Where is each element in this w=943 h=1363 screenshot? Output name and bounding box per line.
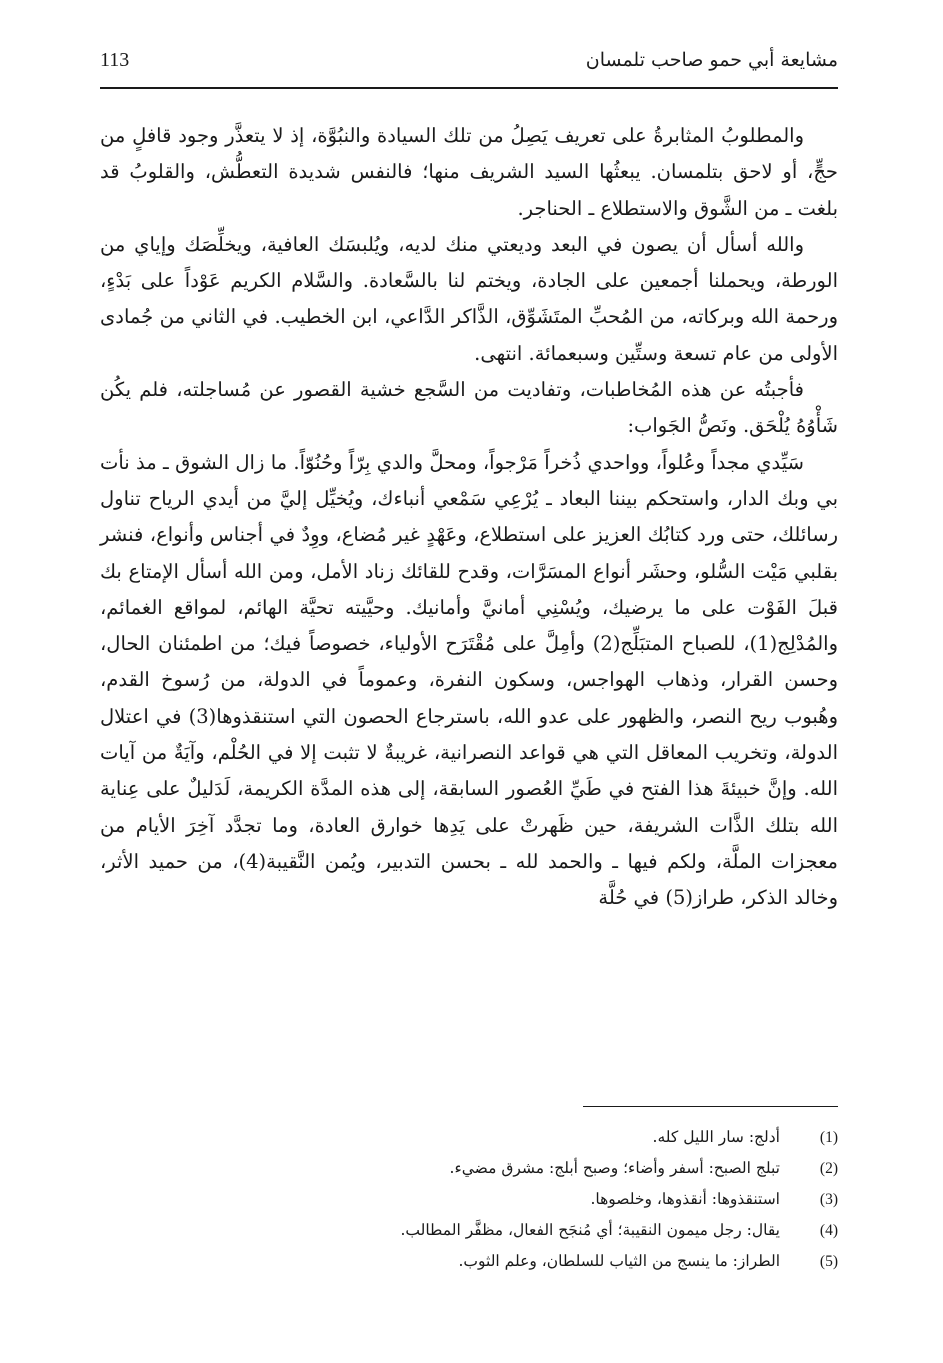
footnotes: [100, 1122, 838, 1277]
footnote-number: (3): [819, 1191, 838, 1208]
page-header: [100, 40, 838, 80]
footnote-item: [100, 1215, 838, 1246]
footnote-text: أدلج: سار الليل كله.: [652, 1128, 780, 1146]
header-divider: [100, 87, 838, 89]
footnote-item: [100, 1122, 838, 1153]
footnote-text: استنقذوها: أنقذوها، وخلصوها.: [590, 1190, 780, 1208]
paragraph: والله أسأل أن يصون في البعد وديعتي منك لديه، ويُلبسَك العافية، ويخلِّصَك وإياي من الورطة، ويحملنا أجمعين على الجادة، ويختم لنا بالسَّعادة. والسَّلام الكريم عَوْداً على بَدْءٍ، ورحمة الله وبركاته، من المُحبِّ المتَشَوِّق، الذَّاكر الدَّاعي، ابن الخطيب. في الثاني من جُمادى الأولى من عام تسعة وستِّين وسبعمائة. انتهى.: [100, 232, 838, 365]
footnote-number: (2): [819, 1160, 838, 1177]
footnote-text: تبلج الصبح: أسفر وأضاء؛ وصبح أبلج: مشرق مضيء.: [449, 1159, 780, 1177]
footnote-text: يقال: رجل ميمون النقيبة؛ أي مُنجَح الفعال، مظفَّر المطالب.: [400, 1221, 780, 1239]
paragraph: فأجبتُه عن هذه المُخاطبات، وتفاديت من السَّجع خشية القصور عن مُساجلته، فلم يكُن شَأْوُهُ يُلْحَق. ونَصُّ الجَواب:: [100, 378, 838, 438]
running-title: مشايعة أبي حمو صاحب تلمسان: [585, 49, 838, 71]
paragraph: والمطلوبُ المثابرةُ على تعريف يَصِلُ من تلك السيادة والنبُوَّة، إذ لا يتعذَّر وجود قافلٍ من حجٍّ، أو لاحق بتلمسان. يبعثُها السيد الشريف منها؛ فالنفس شديدة التعطُّش، والقلوبُ قد بلغت ـ من الشَّوق والاستطلاع ـ الحناجر.: [100, 124, 838, 220]
footnote-item: [100, 1184, 838, 1215]
page-number: 113: [100, 48, 130, 71]
main-text: [100, 118, 838, 917]
paragraph: سَيِّدي مجداً وعُلواً، وواحدي ذُخراً مَرْجواً، ومحلَّ والدي بِرّاً وحُنُوّاً. ما زال الشوق ـ مذ نأت بي وبك الدار، واستحكم بيننا البعاد ـ يُرْعِي سَمْعي أنباءك، ويُخيِّل إليَّ من أيدي الرياح تناول رسائلك، حتى ورد كتابُك العزيز على استطلاع، وعَهْدٍ غير مُضاع، ووِدٌ في أجناس وأنواع، فنشر بقلبي مَيْت السُّلو، وحشَر أنواع المسَرَّات، وقدح للقائك زناد الأمل، ومن الله أسأل الإمتاع بك قبلَ الفَوْت على ما يرضيك، ويُسْنِي أمانيَّ وأمانيك. وحيَّيته تحيَّة الهائم، لمواقع الغمائم، والمُدْلِج(1)، للصباح المتبَلِّج(2) وأمِلَّ على مُقْتَرَح الأولياء، خصوصاً فيك؛ من اطمئنان الحال، وحسن القرار، وذهاب الهواجس، وسكون النفرة، وعموماً في الدولة، من رُسوخ القدم، وهُبوب ريح النصر، والظهور على عدو الله، باسترجاع الحصون التي استنقذوها(3) في اعتلال الدولة، وتخريب المعاقل التي هي قواعد النصرانية، غريبةٌ لا تثبت إلا في الحُلْم، وآيَةٌ من آيات الله. وإنَّ خبيئةَ هذا الفتح في طَيِّ العُصور السابقة، إلى هذه المدَّة الكريمة، لَدَليلٌ على عِناية الله بتلك الذَّات الشريفة، حين ظَهرتْ على يَدِها خوارق العادة، وما تجدَّد آخِرَ الأيام من معجزات الملَّة، ولكم فيها ـ والحمد لله ـ بحسن التدبير، ويُمن النَّقيبة(4)، من حميد الأثر، وخالد الذكر، طراز(5) في حُلَّة: [100, 450, 838, 910]
footnote-number: (1): [819, 1129, 838, 1146]
footnote-text: الطراز: ما ينسج من الثياب للسلطان، وعلم الثوب.: [458, 1252, 780, 1270]
footnote-divider: [583, 1106, 838, 1107]
footnote-item: [100, 1246, 838, 1277]
footnote-number: (5): [819, 1253, 838, 1270]
footnote-item: [100, 1153, 838, 1184]
footnote-number: (4): [819, 1222, 838, 1239]
